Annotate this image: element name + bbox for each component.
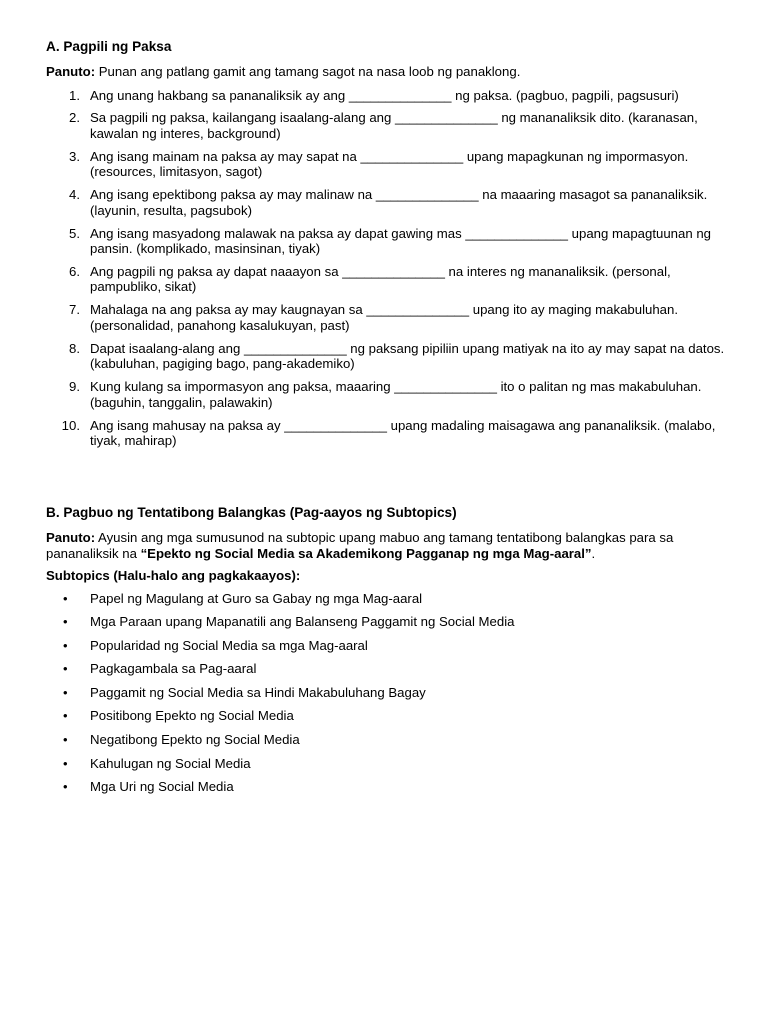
bullet-icon: • [63, 779, 68, 795]
bullet-icon: • [63, 661, 68, 677]
question-number: 9. [69, 379, 80, 395]
question-item [46, 379, 736, 410]
subtopic-text: Pagkagambala sa Pag-aaral [90, 661, 257, 677]
subtopic-item [46, 614, 736, 638]
subtopic-item [46, 756, 736, 780]
question-number: 8. [69, 340, 80, 356]
bullet-icon: • [63, 732, 68, 748]
question-text: Ang isang mainam na paksa ay may sapat na ______________ upang mapagkunan ng impormasyon. (resources, limitasyon, sagot) [90, 148, 689, 180]
section-b [46, 505, 736, 803]
question-number: 10. [61, 417, 80, 433]
directions-label: Panuto: [46, 64, 96, 79]
question-text: Dapat isaalang-alang ang ______________ ng paksang pipiliin upang matiyak na ito ay may sapat na datos. (kabuluhan, pagiging bago, pang-akademiko) [90, 340, 725, 372]
section-a-directions [46, 64, 736, 80]
question-item [46, 149, 736, 180]
question-text: Ang isang epektibong paksa ay may malinaw na ______________ na maaaring masagot sa pananaliksik. (layunin, resulta, pagsubok) [90, 187, 708, 218]
section-a-heading: A. Pagpili ng Paksa [46, 39, 172, 54]
question-text: Ang pagpili ng paksa ay dapat naaayon sa ______________ na interes ng mananaliksik. (personal, pampubliko, sikat) [90, 263, 671, 295]
subtopic-text: Positibong Epekto ng Social Media [90, 708, 294, 724]
question-item [46, 341, 736, 372]
question-number: 3. [69, 148, 80, 164]
question-item [46, 110, 736, 141]
question-item [46, 264, 736, 295]
question-number: 7. [69, 302, 80, 318]
section-b-heading: B. Pagbuo ng Tentatibong Balangkas (Pag-aayos ng Subtopics) [46, 505, 457, 520]
question-text: Ang isang mahusay na paksa ay ______________ upang madaling maisagawa ang pananaliksik. (malabo, tiyak, mahirap) [90, 417, 716, 449]
question-item [46, 88, 736, 104]
subtopic-item [46, 732, 736, 756]
question-number: 4. [69, 187, 80, 203]
question-item [46, 226, 736, 257]
question-list [46, 88, 736, 449]
question-number: 5. [69, 225, 80, 241]
directions-text: Punan ang patlang gamit ang tamang sagot na nasa loob ng panaklong. [95, 64, 521, 79]
subtopic-item [46, 638, 736, 662]
directions-end: . [591, 545, 596, 561]
question-number: 2. [69, 110, 80, 126]
subtopic-text: Paggamit ng Social Media sa Hindi Makabuluhang Bagay [90, 684, 426, 700]
directions-text: Ayusin ang mga sumusunod na subtopic upang mabuo ang tamang tentatibong balangkas para sa pananaliksik na [46, 530, 674, 561]
bullet-icon: • [63, 637, 68, 653]
question-text: Ang isang masyadong malawak na paksa ay dapat gawing mas ______________ upang mapagtuunan ng pansin. (komplikado, masinsinan, tiyak) [90, 225, 712, 257]
directions-label: Panuto: [46, 530, 96, 545]
subtopic-item [46, 685, 736, 709]
subtopic-text: Kahulugan ng Social Media [90, 755, 251, 771]
bullet-icon: • [63, 590, 68, 606]
subtopic-item [46, 591, 736, 615]
bullet-icon: • [63, 684, 68, 700]
bullet-icon: • [63, 755, 68, 771]
subtopic-item [46, 661, 736, 685]
subtopic-text: Popularidad ng Social Media sa mga Mag-aaral [90, 637, 368, 653]
subtopic-item [46, 779, 736, 803]
question-text: Sa pagpili ng paksa, kailangang isaalang-alang ang ______________ ng mananaliksik dito. (karanasan, kawalan ng interes, background) [90, 110, 698, 141]
subtopic-text: Mga Uri ng Social Media [90, 779, 234, 795]
subtopics-heading: Subtopics (Halu-halo ang pagkakaayos): [46, 568, 301, 583]
subtopic-text: Negatibong Epekto ng Social Media [90, 732, 300, 748]
research-title: “Epekto ng Social Media sa Akademikong Pagganap ng mga Mag-aaral” [140, 545, 592, 561]
question-number: 1. [69, 87, 80, 103]
subtopic-item [46, 708, 736, 732]
question-item [46, 418, 736, 449]
subtopic-text: Papel ng Magulang at Guro sa Gabay ng mga Mag-aaral [90, 590, 423, 606]
bullet-icon: • [63, 614, 68, 630]
subtopic-list [46, 591, 736, 803]
section-b-directions [46, 530, 736, 561]
question-text: Kung kulang sa impormasyon ang paksa, maaaring ______________ ito o palitan ng mas makabuluhan. (baguhin, tanggalin, palawakin) [90, 379, 702, 410]
question-number: 6. [69, 263, 80, 279]
section-a [46, 39, 736, 456]
bullet-icon: • [63, 708, 68, 724]
subtopic-text: Mga Paraan upang Mapanatili ang Balanseng Paggamit ng Social Media [90, 614, 515, 630]
question-item [46, 302, 736, 333]
question-text: Ang unang hakbang sa pananaliksik ay ang ______________ ng paksa. (pagbuo, pagpili, pagsusuri) [90, 87, 679, 103]
question-text: Mahalaga na ang paksa ay may kaugnayan sa ______________ upang ito ay maging makabuluhan. (personalidad, panahong kasalukuyan, past) [90, 302, 679, 333]
question-item [46, 187, 736, 218]
